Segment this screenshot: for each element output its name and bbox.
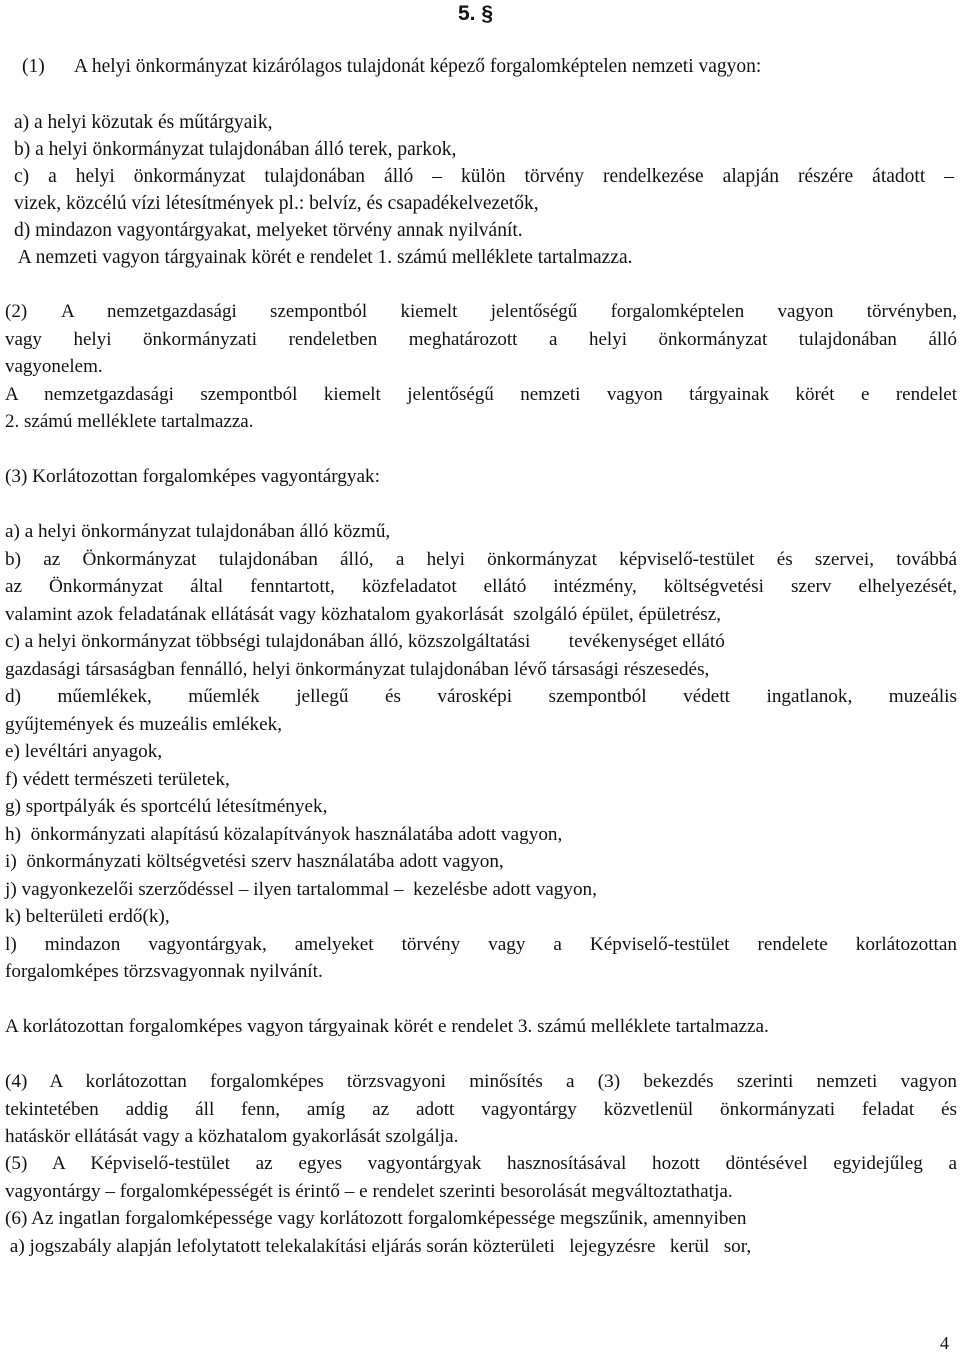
paragraph-5 <box>5 1150 957 1205</box>
page-number: 4 <box>940 1333 949 1353</box>
paragraph-4-line: (4) A korlátozottan forgalomképes törzsvagyoni minősítés a (3) bekezdés szerinti nemzeti vagyon <box>5 1071 957 1092</box>
list-item: valamint azok feladatának ellátását vagy közhatalom gyakorlását szolgáló épület, épületrész, <box>5 603 722 625</box>
list-item: gazdasági társaságban fennálló, helyi önkormányzat tulajdonában lévő társasági részesedés, <box>5 658 710 680</box>
list-item: g) sportpályák és sportcélú létesítmények, <box>5 796 328 817</box>
list-item: i) önkormányzati költségvetési szerv használatába adott vagyon, <box>5 851 504 872</box>
section-heading: 5. § <box>458 2 494 25</box>
paragraph-2-line: vagyonelem. <box>5 356 103 377</box>
list-item: a) a helyi önkormányzat tulajdonában álló közmű, <box>5 521 391 542</box>
paragraph-1-intro <box>22 53 761 80</box>
paragraph-6-line: (6) Az ingatlan forgalomképessége vagy korlátozott forgalomképessége megszűnik, amennyiben <box>5 1208 747 1229</box>
paragraph-2-line <box>5 298 957 326</box>
paragraph-3-list <box>5 518 957 986</box>
paragraph-2-text: A nemzetgazdasági szempontból kiemelt jelentőségű forgalomképtelen vagyon törvényben, <box>61 301 957 322</box>
paragraph-4-line: tekintetében addig áll fenn, amíg az adott vagyontárgy közvetlenül önkormányzati feladat és <box>5 1098 957 1120</box>
list-item: vizek, közcélú vízi létesítmények pl.: belvíz, és csapadékelvezetők, <box>14 193 539 214</box>
annex-reference: A nemzeti vagyon tárgyainak körét e rendelet 1. számú melléklete tartalmazza. <box>14 247 633 268</box>
paragraph-4-line: hatáskör ellátását vagy a közhatalom gyakorlását szolgálja. <box>5 1126 459 1147</box>
paragraph-3-intro: (3) Korlátozottan forgalomképes vagyontárgyak: <box>5 466 380 487</box>
list-item: a) a helyi közutak és műtárgyaik, <box>14 112 273 133</box>
list-item: f) védett természeti területek, <box>5 768 230 790</box>
paragraph-3-closing: A korlátozottan forgalomképes vagyon tárgyainak körét e rendelet 3. számú melléklete tartalmazza. <box>5 1016 769 1037</box>
list-item: forgalomképes törzsvagyonnak nyilvánít. <box>5 961 323 982</box>
paragraph-5-line: vagyontárgy – forgalomképességét is érintő – e rendelet szerinti besorolását megváltoztathatja. <box>5 1180 733 1202</box>
paragraph-2-number: (2) <box>5 301 28 322</box>
list-item: az Önkormányzat által fenntartott, közfeladatot ellátó intézmény, költségvetési szerv elhelyezését, <box>5 576 957 597</box>
list-item: b) az Önkormányzat tulajdonában álló, a helyi önkormányzat képviselő-testület és szervei, továbbá <box>5 548 957 570</box>
list-item: d) műemlékek, műemlék jellegű és városképi szempontból védett ingatlanok, muzeális <box>5 686 957 707</box>
paragraph-2-line: vagy helyi önkormányzati rendeletben meghatározott a helyi önkormányzat tulajdonában álló <box>5 328 957 350</box>
list-item: d) mindazon vagyontárgyakat, melyeket törvény annak nyilvánít. <box>14 220 523 241</box>
paragraph-6-line: a) jogszabály alapján lefolytatott telekalakítási eljárás során közterületi lejegyzésre kerül sor, <box>5 1235 752 1257</box>
list-item: e) levéltári anyagok, <box>5 741 163 762</box>
list-item: j) vagyonkezelői szerződéssel – ilyen tartalommal – kezelésbe adott vagyon, <box>5 878 597 900</box>
paragraph-5-line: (5) A Képviselő-testület az egyes vagyontárgyak hasznosításával hozott döntésével egyidejűleg a <box>5 1153 957 1174</box>
list-item: c) a helyi önkormányzat tulajdonában álló – külön törvény rendelkezése alapján részére átadott – <box>14 166 954 187</box>
paragraph-4 <box>5 1068 957 1151</box>
paragraph-6 <box>5 1205 957 1260</box>
list-item: c) a helyi önkormányzat többségi tulajdonában álló, közszolgáltatási tevékenységet ellátó <box>5 631 725 652</box>
paragraph-2-line: A nemzetgazdasági szempontból kiemelt jelentőségű nemzeti vagyon tárgyainak körét e rendelet <box>5 383 957 405</box>
paragraph-2 <box>5 298 957 436</box>
list-item: k) belterületi erdő(k), <box>5 906 170 927</box>
paragraph-1-intro-text: A helyi önkormányzat kizárólagos tulajdonát képező forgalomképtelen nemzeti vagyon: <box>74 56 762 77</box>
list-item: h) önkormányzati alapítású közalapítványok használatába adott vagyon, <box>5 823 563 845</box>
paragraph-2-line: 2. számú melléklete tartalmazza. <box>5 411 254 432</box>
list-item: l) mindazon vagyontárgyak, amelyeket törvény vagy a Képviselő-testület rendelete korlátozottan <box>5 933 957 955</box>
paragraph-1-list <box>14 109 954 271</box>
list-item: b) a helyi önkormányzat tulajdonában álló terek, parkok, <box>14 139 457 160</box>
paragraph-1-number: (1) <box>22 56 45 77</box>
list-item: gyűjtemények és muzeális emlékek, <box>5 713 283 735</box>
